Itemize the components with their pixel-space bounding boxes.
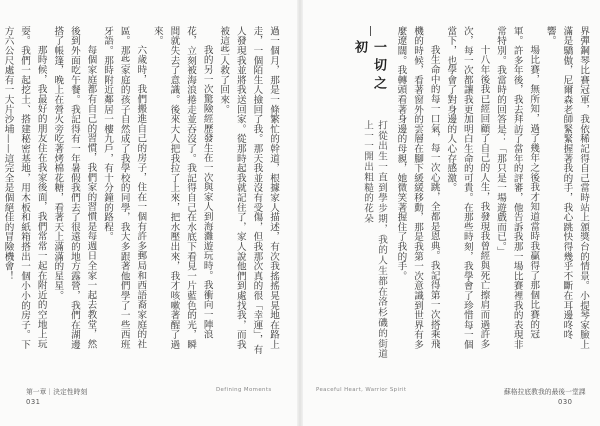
right-footer-runner: Peaceful Heart, Warrior Spirit — [316, 387, 407, 393]
right-page — [300, 0, 600, 426]
left-paragraph-1: 過一個月，那是一條繁忙的幹道，根據家人描述，有次我搖搖晃晃地在路上走，一個陌生人撿回了我。那天我並沒有受傷，但我那次真的很「幸運」，有人發現我並將我送回家。從那時起我就記住了，家人說他們到處找我，而我被這些人救了回來。 — [218, 26, 279, 355]
right-paragraph-2: 場比賽，無所知，過了幾年之後我才知道當時我贏得了那個比賽的冠軍。許多年後，我去拜訪了當年的評審，他告訴我那一場比賽裡我的表現非常特別。我當時的回答是：「那只是一場遊戲而已。」 — [495, 26, 540, 350]
left-page-body-text — [2, 26, 281, 356]
left-footer-chapter-text: 第一章｜決定性時刻 — [26, 388, 88, 396]
left-paragraph-4: 每個家庭都有自己的習慣，我們家的習慣是每週日全家一起去教堂，然後到外面吃午餐。我記得有一年暑假我們去了很遠的地方露營，我們在湖邊搭了帳篷，晚上在營火旁吃著烤棉花糖，看著天上滿滿的星星。 — [52, 26, 97, 350]
left-footer-runner: Defining Moments — [216, 387, 272, 393]
left-footer-chapter — [26, 386, 87, 396]
left-paragraph-5: 那時候，我最好的朋友住在我家後面，我們常常一起在附近的空地上玩耍。我們一起挖土、搭建秘密基地，用木板和紙箱搭出一個小小的房子。下方六公尺處有一大片沙埔——這完全是個絕佳的冒險機會！ — [2, 26, 47, 350]
left-page-number: 031 — [26, 398, 41, 406]
right-footer-chapter: 蘇格拉底教我的最後一堂課 — [504, 388, 586, 396]
chapter-title-rule — [370, 26, 371, 36]
right-paragraph-3: 十八年後我已經回顧了自己的人生，我發現我曾經與死亡擦肩而過許多次，每一次都讓我更加明白生命的可貴。在那些時刻，我學會了珍惜每一個當下，也學會了對身邊的人心存感激。 — [445, 26, 490, 350]
right-page-intro-text — [395, 26, 591, 356]
right-page-number: 030 — [558, 398, 573, 406]
chapter-title: 一切之初 — [352, 40, 386, 94]
chapter-subtitle: 打從出生一直到學步期，我的人生都在洛杉磯的街道上一一開出粗糙的花朵 — [362, 120, 387, 360]
left-paragraph-2: 我的另一次驚險經歷發生在一次與家人到海灘遊玩時。我衝向一陣浪花，立刻被海浪捲走並吞沒了。我記得自己在水底下看見一片藍色的光，瞬間就失去了意識。後來大人把我拉了上來，把水壓出來，我才咳嗽著醒了過來。 — [151, 26, 213, 350]
left-paragraph-3: 六歲時，我們搬進自己的房子，住在一個有許多郵局和西語裔家庭的社區。那些家庭的孩子自然成了我學校的同學，我大多跟著他們學了一些西班牙語。那時附近鄰居一樓九戶，有十分鐘的路程。 — [102, 26, 147, 350]
right-paragraph-1: 界彈鋼琴比賽冠軍，我依稀記得自己當時站上頒獎台的情景。小提琴家臉上滿是驕傲，尼爾森老師緊緊握著我的手，我心跳快得幾乎不斷在耳邊咚咚響。 — [544, 26, 589, 350]
right-paragraph-4: 我生命中的每一口氣，每一次心跳，全都是恩典。我記得第一次搭乘飛機的時候，看著窗外的雲層在腳下緩緩移動，那是我第一次意識到世界有多麼遼闊。我轉頭看著身邊的母親，她微笑著握住了我的手。 — [395, 26, 440, 350]
